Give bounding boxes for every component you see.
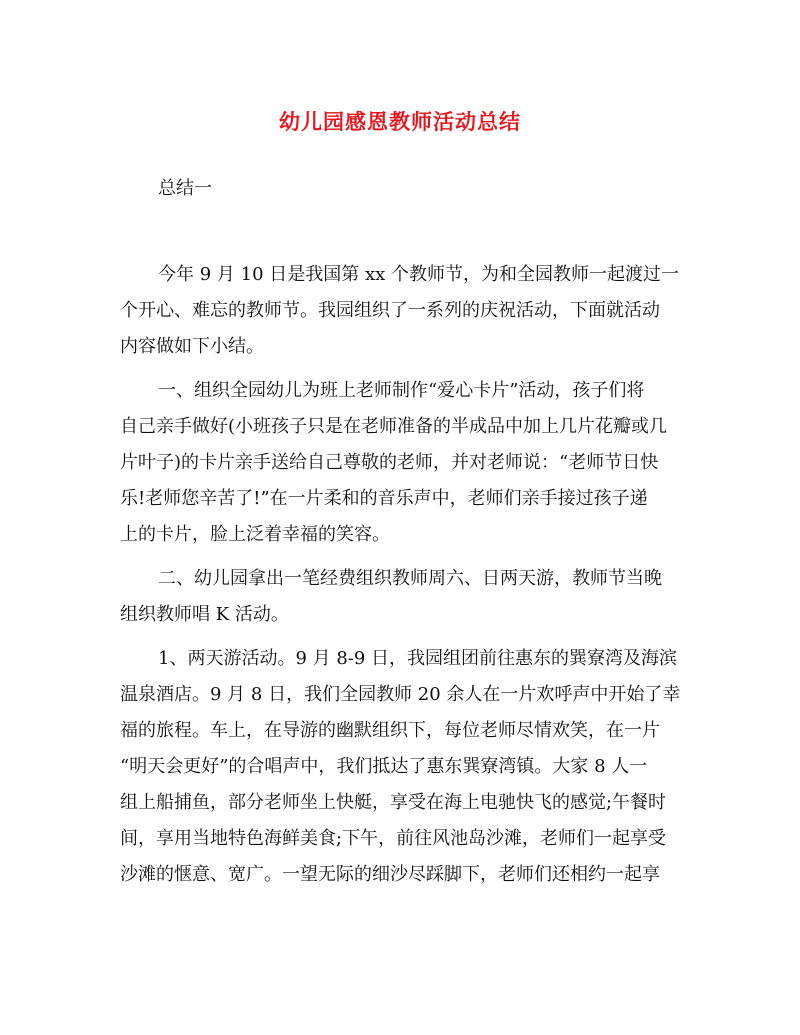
text-line: 组上船捕鱼，部分老师坐上快艇，享受在海上电驰快飞的感觉;午餐时 bbox=[120, 792, 667, 813]
text-line: 温泉酒店。9 月 8 日，我们全园教师 20 余人在一片欢呼声中开始了幸 bbox=[120, 684, 681, 705]
text-line: 内容做如下小结。 bbox=[120, 336, 264, 357]
document-body bbox=[120, 257, 685, 901]
text-line: 今年 9 月 10 日是我国第 xx 个教师节，为和全园教师一起渡过一 bbox=[158, 264, 679, 285]
text-line: 二、幼儿园拿出一笔经费组织教师周六、日两天游，教师节当晚 bbox=[158, 568, 662, 589]
text-line: 一、组织全园幼儿为班上老师制作“爱心卡片”活动，孩子们将 bbox=[158, 380, 645, 401]
text-line: “明天会更好”的合唱声中，我们抵达了惠东巽寮湾镇。大家 8 人一 bbox=[120, 756, 648, 777]
document-title: 幼儿园感恩教师活动总结 bbox=[279, 109, 521, 134]
text-line: 沙滩的惬意、宽广。一望无际的细沙尽踩脚下，老师们还相约一起享 bbox=[120, 864, 660, 885]
text-line: 组织教师唱 K 活动。 bbox=[120, 604, 289, 625]
text-line: 1、两天游活动。9 月 8-9 日，我园组团前往惠东的巽寮湾及海滨 bbox=[158, 648, 678, 669]
paragraph bbox=[120, 257, 685, 365]
text-line: 间，享用当地特色海鲜美食;下午，前往风池岛沙滩，老师们一起享受 bbox=[120, 828, 667, 849]
text-line: 个开心、难忘的教师节。我园组织了一系列的庆祝活动，下面就活动 bbox=[120, 300, 660, 321]
text-line: 上的卡片，脸上泛着幸福的笑容。 bbox=[120, 524, 390, 545]
text-line: 自己亲手做好(小班孩子只是在老师准备的半成品中加上几片花瓣或几 bbox=[120, 416, 668, 437]
paragraph bbox=[120, 373, 685, 553]
text-line: 福的旅程。车上，在导游的幽默组织下，每位老师尽情欢笑，在一片 bbox=[120, 720, 660, 741]
text-line: 乐!老师您辛苦了!”在一片柔和的音乐声中，老师们亲手接过孩子递 bbox=[120, 488, 648, 509]
section-heading: 总结一 bbox=[158, 178, 212, 199]
paragraph bbox=[120, 641, 685, 893]
text-line: 片叶子)的卡片亲手送给自己尊敬的老师，并对老师说：“老师节日快 bbox=[120, 452, 659, 473]
paragraph bbox=[120, 561, 685, 633]
